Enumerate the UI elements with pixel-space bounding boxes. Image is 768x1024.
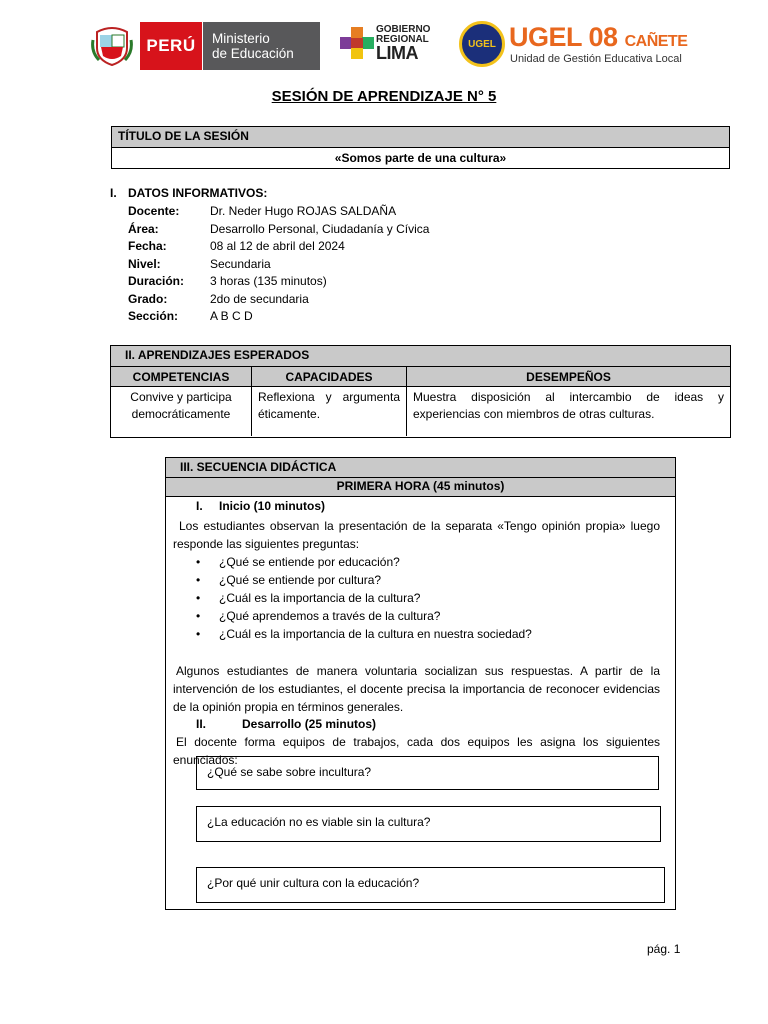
nivel-label: Nivel: xyxy=(128,257,161,271)
nivel-value: Secundaria xyxy=(210,257,271,271)
desarrollo-text: El docente forma equipos de trabajos, cada dos equipos les asigna los siguientes enunciados: xyxy=(173,735,660,767)
desempeno-cell: Muestra disposición al intercambio de ideas y experiencias con miembros de otras culturas. xyxy=(413,390,724,421)
session-title-value: «Somos parte de una cultura» xyxy=(334,151,507,165)
docente-value: Dr. Neder Hugo ROJAS SALDAÑA xyxy=(210,204,397,218)
ugel-badge-text: UGEL xyxy=(468,38,496,50)
pregunta-text: ¿Cuál es la importancia de la cultura en nuestra sociedad? xyxy=(219,627,532,641)
seccion-label: Sección: xyxy=(128,309,179,323)
enunciado-box: ¿Qué se sabe sobre incultura? xyxy=(196,756,659,790)
capacidad-cell: Reflexiona y argumenta éticamente. xyxy=(252,387,407,436)
gobierno-line3: LIMA xyxy=(376,43,418,63)
pregunta-item: • ¿Cuál es la importancia de la cultura? xyxy=(196,591,421,605)
primera-hora-heading: PRIMERA HORA (45 minutos) xyxy=(166,478,675,497)
enunciado-box: ¿La educación no es viable sin la cultura? xyxy=(196,806,661,842)
pregunta-item: • ¿Cuál es la importancia de la cultura en nuestra sociedad? xyxy=(196,627,532,641)
socializan-text: Algunos estudiantes de manera voluntaria socializan sus respuestas. A partir de la intervención de los estudiantes, el docente precisa la importancia de reconocer evidencias de la opinión propia en términos generales. xyxy=(173,664,660,714)
gobierno-regional-icon xyxy=(340,27,374,59)
pregunta-text: ¿Qué se entiende por cultura? xyxy=(219,573,382,587)
grado-value: 2do de secundaria xyxy=(210,292,309,306)
gobierno-line1: GOBIERNO xyxy=(376,24,431,35)
aprendizajes-table xyxy=(110,345,731,438)
ugel-title-text: UGEL 08 xyxy=(509,22,618,52)
pregunta-text: ¿Qué se entiende por educación? xyxy=(219,555,400,569)
desarrollo-title: Desarrollo (25 minutos) xyxy=(242,717,377,731)
ministerio-line1: Ministerio xyxy=(212,31,270,46)
col-competencias: COMPETENCIAS xyxy=(111,367,252,387)
peru-logo xyxy=(140,22,202,70)
inicio-text: Los estudiantes observan la presentación de la separata «Tengo opinión propia» luego responde las siguientes preguntas: xyxy=(173,519,660,551)
document-title: SESIÓN DE APRENDIZAJE N° 5 xyxy=(271,88,497,105)
secuencia-heading: III. SECUENCIA DIDÁCTICA xyxy=(166,458,675,478)
ugel-logo-title xyxy=(509,22,687,57)
gobierno-regional-logo xyxy=(376,25,430,62)
secuencia-table xyxy=(165,457,676,910)
desarrollo-number: II. xyxy=(196,717,207,731)
col-capacidades: CAPACIDADES xyxy=(252,367,407,387)
aprendizajes-heading: II. APRENDIZAJES ESPERADOS xyxy=(111,346,730,367)
pregunta-item: • ¿Qué se entiende por cultura? xyxy=(196,573,382,587)
duracion-value: 3 horas (135 minutos) xyxy=(210,274,327,288)
fecha-value: 08 al 12 de abril del 2024 xyxy=(210,239,345,253)
ministerio-logo xyxy=(203,22,320,70)
ugel-badge xyxy=(459,21,505,67)
pregunta-text: ¿Cuál es la importancia de la cultura? xyxy=(219,591,421,605)
area-value: Desarrollo Personal, Ciudadanía y Cívica xyxy=(210,222,430,236)
datos-number: I. xyxy=(110,186,117,200)
ugel-city: CAÑETE xyxy=(624,33,688,50)
area-label: Área: xyxy=(128,222,159,236)
grado-label: Grado: xyxy=(128,292,168,306)
page-number: pág. 1 xyxy=(647,942,681,956)
competencia-cell: Convive y participa democráticamente xyxy=(111,387,252,436)
fecha-label: Fecha: xyxy=(128,239,167,253)
docente-label: Docente: xyxy=(128,204,180,218)
datos-heading-text: DATOS INFORMATIVOS: xyxy=(128,186,268,200)
duracion-label: Duración: xyxy=(128,274,185,288)
session-title-header: TÍTULO DE LA SESIÓN xyxy=(112,127,729,148)
pregunta-item: • ¿Qué se entiende por educación? xyxy=(196,555,400,569)
seccion-value: A B C D xyxy=(210,309,253,323)
inicio-title: Inicio (10 minutos) xyxy=(219,499,326,513)
pregunta-item: • ¿Qué aprendemos a través de la cultura? xyxy=(196,609,441,623)
ugel-subtitle: Unidad de Gestión Educativa Local xyxy=(510,53,682,65)
datos-heading xyxy=(110,186,267,200)
gobierno-line2: REGIONAL xyxy=(376,34,429,45)
peru-coat-of-arms-icon xyxy=(91,26,133,66)
inicio-number: I. xyxy=(196,499,203,513)
ministerio-line2: de Educación xyxy=(212,46,294,61)
col-desempenos: DESEMPEÑOS xyxy=(407,367,730,387)
pregunta-text: ¿Qué aprendemos a través de la cultura? xyxy=(219,609,441,623)
enunciado-box: ¿Por qué unir cultura con la educación? xyxy=(196,867,665,903)
session-title-table xyxy=(111,126,730,169)
peru-logo-text: PERÚ xyxy=(146,36,196,55)
